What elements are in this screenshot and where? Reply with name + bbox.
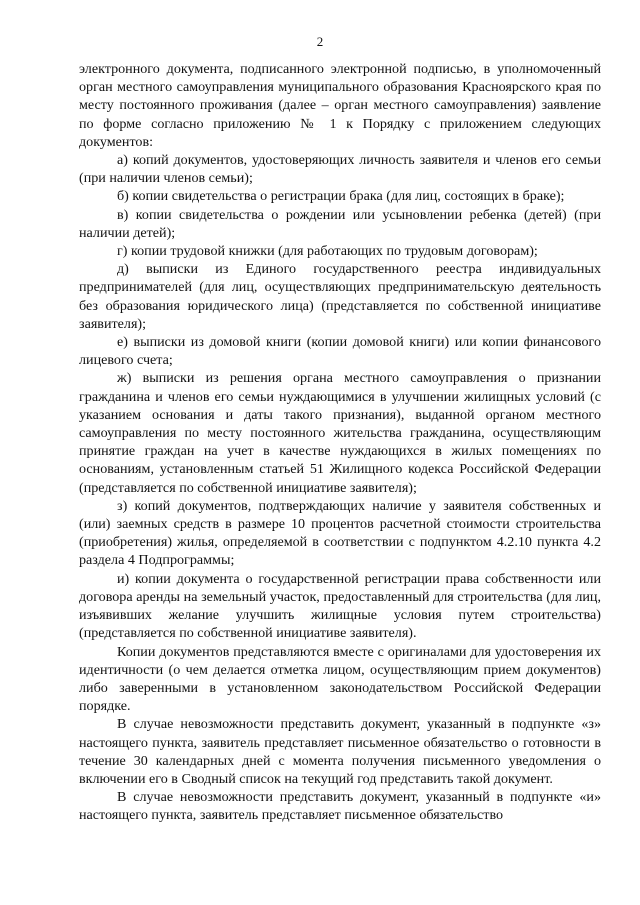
page-number: 2: [316, 34, 324, 49]
list-item-a: а) копий документов, удостоверяющих личность заявителя и членов его семьи (при наличии членов семьи);: [79, 152, 601, 187]
list-item-e: е) выписки из домовой книги (копии домовой книги) или копии финансового лицевого счета;: [79, 334, 601, 369]
list-item-g: г) копии трудовой книжки (для работающих по трудовым договорам);: [117, 243, 538, 260]
paragraph-obligation-i: В случае невозможности представить документ, указанный в подпункте «и» настоящего пункта, заявитель представляет письменное обязательство: [79, 789, 601, 824]
paragraph-intro: электронного документа, подписанного электронной подписью, в уполномоченный орган местного самоуправления муниципального образования Красноярского края по месту постоянного проживания (далее – орган местного самоуправления) заявление по форме согласно приложению № 1 к Порядку с приложением следующих документов:: [79, 61, 601, 150]
document-body: [79, 60, 601, 825]
list-item-v: в) копии свидетельства о рождении или усыновлении ребенка (детей) (при наличии детей);: [79, 206, 601, 241]
list-item-z: з) копий документов, подтверждающих наличие у заявителя собственных и (или) заемных средств в размере 10 процентов расчетной стоимости строительства (приобретения) жилья, определяемой в соответствии с подпунктом 4.2.10 пункта 4.2 раздела 4 Подпрограммы;: [79, 497, 601, 569]
list-item-b: б) копии свидетельства о регистрации брака (для лиц, состоящих в браке);: [117, 188, 565, 205]
list-item-d: д) выписки из Единого государственного реестра индивидуальных предпринимателей (для лиц, осуществляющих предпринимательскую деятельность без образования юридического лица) (представляется по собственной инициативе заявителя);: [79, 261, 601, 332]
list-item-zh: ж) выписки из решения органа местного самоуправления о признании гражданина и членов его семьи нуждающимися в улучшении жилищных условий (с указанием основания и даты такого признания), выданной органом местного самоуправления по месту постоянного жительства гражданина, осуществляющим принятие граждан на учет в качестве нуждающихся в жилых помещениях по основаниям, установленным статьей 51 Жилищного кодекса Российской Федерации (представляется по собственной инициативе заявителя);: [79, 370, 601, 496]
paragraph-obligation-z: В случае невозможности представить документ, указанный в подпункте «з» настоящего пункта, заявитель представляет письменное обязательство о готовности в течение 30 календарных дней с момента получения письменного уведомления о включении его в Сводный список на текущий год представить такой документ.: [79, 716, 601, 787]
list-item-i: и) копии документа о государственной регистрации права собственности или договора аренды на земельный участок, предоставленный для строительства (для лиц, изъявивших желание улучшить жилищные условия путем строительства) (представляется по собственной инициативе заявителя).: [79, 570, 601, 642]
paragraph-copies: Копии документов представляются вместе с оригиналами для удостоверения их идентичности (о чем делается отметка лицом, осуществляющим прием документов) либо заверенными в установленном законодательством Российской Федерации порядке.: [79, 643, 601, 715]
